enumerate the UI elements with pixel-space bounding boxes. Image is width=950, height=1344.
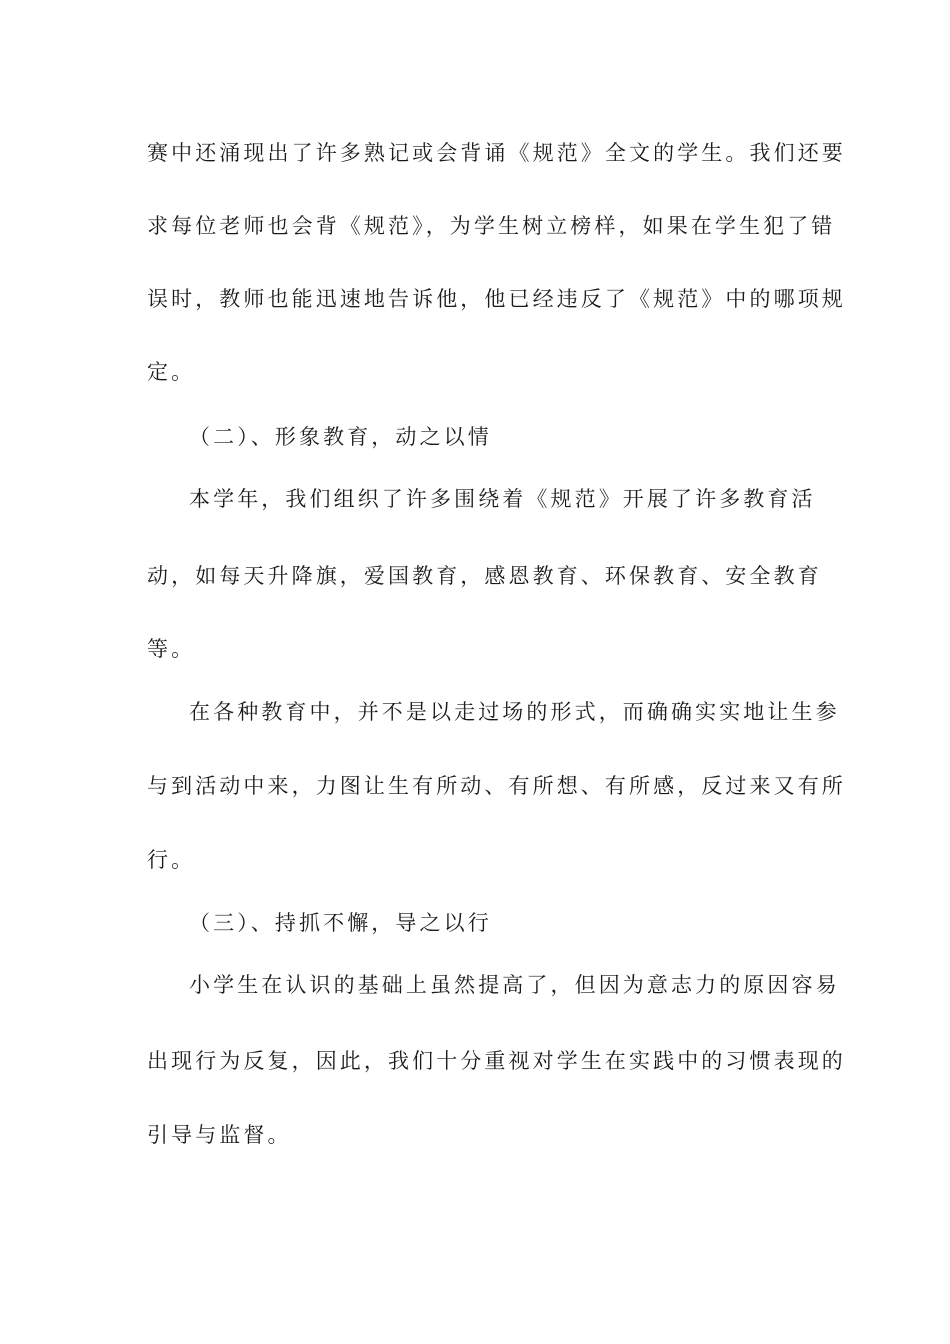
section-heading: （二）、形象教育，动之以情 [189,425,492,449]
body-text-line: 在各种教育中，并不是以走过场的形式，而确确实实地让生参 [189,700,840,724]
body-text-line: 小学生在认识的基础上虽然提高了，但因为意志力的原因容易 [189,973,840,997]
body-text-line: 与到活动中来，力图让生有所动、有所想、有所感，反过来又有所 [147,774,846,798]
body-text-line: 行。 [147,848,196,872]
body-text-line: 引导与监督。 [147,1123,292,1147]
body-text-line: 求每位老师也会背《规范》，为学生树立榜样，如果在学生犯了错 [147,214,836,238]
body-text-line: 定。 [147,360,196,384]
body-text-line: 出现行为反复，因此，我们十分重视对学生在实践中的习惯表现的 [147,1049,846,1073]
body-text-line: 赛中还涌现出了许多熟记或会背诵《规范》全文的学生。我们还要 [147,141,846,165]
section-heading: （三）、持抓不懈，导之以行 [189,911,492,935]
body-text-line: 等。 [147,637,196,661]
body-text-line: 本学年，我们组织了许多围绕着《规范》开展了许多教育活 [189,487,816,511]
body-text-line: 误时，教师也能迅速地告诉他，他已经违反了《规范》中的哪项规 [147,287,846,311]
body-text-line: 动，如每天升降旗，爱国教育，感恩教育、环保教育、安全教育 [147,564,822,588]
